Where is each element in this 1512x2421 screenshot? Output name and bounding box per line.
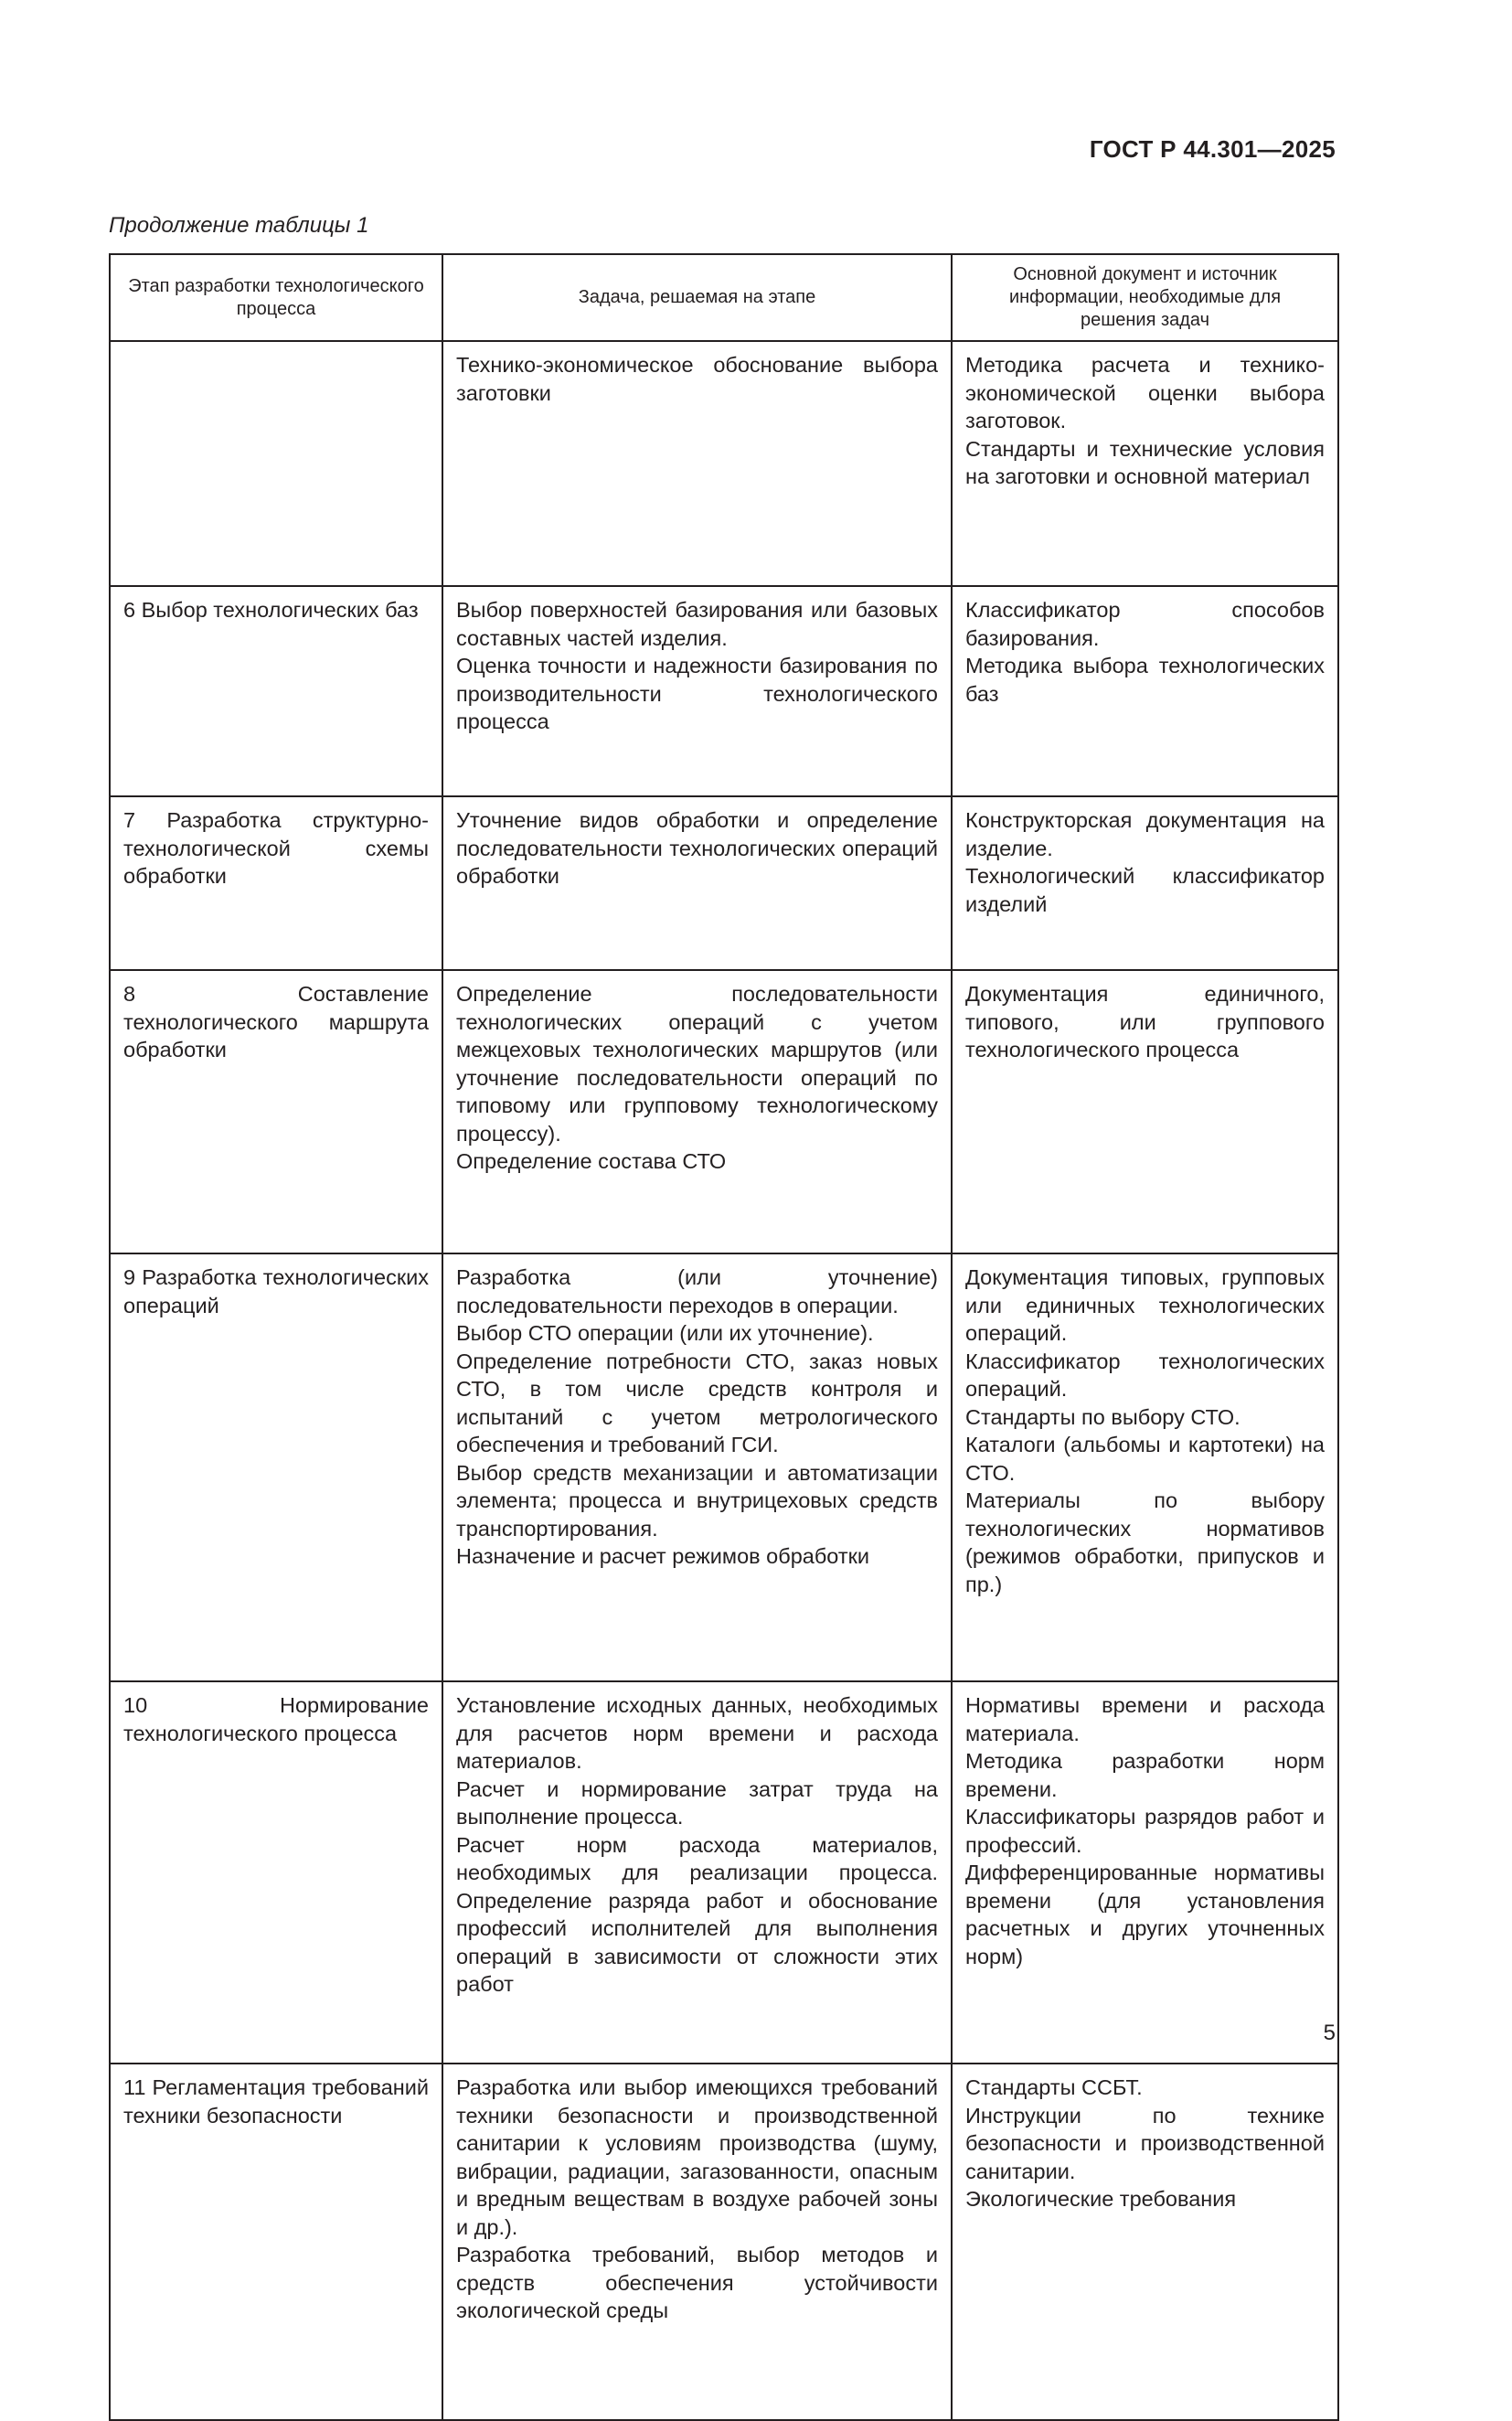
doc-paragraph: Стандарты и технические условия на заготовки и основной материал	[965, 436, 1325, 488]
cell-docs	[952, 2064, 1338, 2420]
doc-paragraph: Дифференцированные нормативы времени (для установления расчетных и других уточненных норм)	[965, 1861, 1325, 1968]
task-paragraph: Установление исходных данных, необходимых для расчетов норм времени и расхода материалов.	[456, 1693, 938, 1773]
document-code: ГОСТ Р 44.301—2025	[1089, 135, 1336, 163]
cell-stage	[110, 341, 442, 586]
cell-docs	[952, 1681, 1338, 2064]
doc-paragraph: Конструкторская документация на изделие.	[965, 808, 1325, 860]
table-row	[110, 796, 1338, 970]
cell-task	[442, 1253, 952, 1681]
doc-paragraph: Инструкции по технике безопасности и производственной санитарии.	[965, 2103, 1325, 2183]
cell-docs	[952, 1253, 1338, 1681]
doc-paragraph: Нормативы времени и расхода материала.	[965, 1693, 1325, 1745]
stage-text: 9 Разработка технологических операций	[123, 1265, 429, 1317]
cell-docs	[952, 341, 1338, 586]
task-paragraph: Выбор средств механизации и автоматизации элемента; процесса и внутрицеховых средств транспортирования.	[456, 1460, 938, 1541]
task-paragraph: Уточнение видов обработки и определение последовательности технологических операций обработки	[456, 808, 938, 888]
cell-docs	[952, 796, 1338, 970]
page-number: 5	[1323, 2021, 1336, 2045]
task-paragraph: Разработка или выбор имеющихся требований техники безопасности и производственной санитарии к условиям производства (шуму, вибрации, радиации, загазованности, опасным и вредным веществам в воздухе рабочей зоны и др.).	[456, 2075, 938, 2239]
column-header-task: Задача, решаемая на этапе	[442, 254, 952, 341]
cell-task	[442, 2064, 952, 2420]
task-paragraph: Выбор поверхностей базирования или базовых составных частей изделия.	[456, 598, 938, 650]
doc-paragraph: Классификатор способов базирования.	[965, 598, 1325, 650]
task-paragraph: Расчет и нормирование затрат труда на выполнение процесса.	[456, 1776, 938, 1829]
cell-task	[442, 341, 952, 586]
column-header-stage: Этап разработки технологического процесса	[110, 254, 442, 341]
cell-stage	[110, 1681, 442, 2064]
stage-text: 10 Нормирование технологического процесса	[123, 1693, 429, 1745]
task-paragraph: Определение потребности СТО, заказ новых СТО, в том числе средств контроля и испытаний с учетом метрологического обеспечения и требований ГСИ.	[456, 1349, 938, 1456]
stage-text: 6 Выбор технологических баз	[123, 598, 419, 622]
task-paragraph: Разработка (или уточнение) последовательности переходов в операции.	[456, 1265, 938, 1317]
task-paragraph: Оценка точности и надежности базирования по производительности технологического процесса	[456, 654, 938, 733]
doc-paragraph: Классификатор технологических операций.	[965, 1349, 1325, 1401]
doc-paragraph: Документация типовых, групповых или единичных технологических операций.	[965, 1265, 1325, 1345]
cell-task	[442, 970, 952, 1253]
doc-paragraph: Документация единичного, типового, или группового технологического процесса	[965, 982, 1325, 1061]
doc-paragraph: Методика расчета и технико-экономической оценки выбора заготовок.	[965, 353, 1325, 432]
doc-paragraph: Стандарты по выбору СТО.	[965, 1404, 1240, 1429]
doc-paragraph: Методика разработки норм времени.	[965, 1749, 1325, 1801]
task-paragraph: Расчет норм расхода материалов, необходимых для реализации процесса. Определение разряда работ и обоснование профессий исполнителей для выполнения операций в зависимости от сложности этих работ	[456, 1832, 938, 1996]
table-row	[110, 341, 1338, 586]
doc-paragraph: Экологические требования	[965, 2187, 1237, 2211]
cell-stage	[110, 586, 442, 796]
task-paragraph: Определение последовательности технологических операций с учетом межцеховых технологических маршрутов (или уточнение последовательности операций по типовому или групповому технологическому процессу).	[456, 982, 938, 1146]
table-row	[110, 1253, 1338, 1681]
table-row	[110, 1681, 1338, 2064]
cell-task	[442, 586, 952, 796]
doc-paragraph: Материалы по выбору технологических нормативов (режимов обработки, припусков и пр.)	[965, 1488, 1325, 1596]
stage-text: 8 Составление технологического маршрута обработки	[123, 982, 429, 1061]
task-paragraph: Разработка требований, выбор методов и средств обеспечения устойчивости экологической среды	[456, 2243, 938, 2322]
doc-paragraph: Стандарты ССБТ.	[965, 2075, 1143, 2099]
column-header-docs: Основной документ и источник информации, необходимые для решения задач	[952, 254, 1338, 341]
task-paragraph: Выбор СТО операции (или их уточнение).	[456, 1321, 874, 1345]
table-continuation-label: Продолжение таблицы 1	[109, 213, 369, 238]
cell-task	[442, 796, 952, 970]
table-header-row	[110, 254, 1338, 341]
cell-docs	[952, 586, 1338, 796]
doc-paragraph: Классификаторы разрядов работ и профессий.	[965, 1805, 1325, 1857]
table-body	[110, 341, 1338, 2420]
table-row	[110, 586, 1338, 796]
doc-paragraph: Методика выбора технологических баз	[965, 654, 1325, 706]
table-row	[110, 970, 1338, 1253]
stage-text: 7 Разработка структурно-технологической схемы обработки	[123, 808, 429, 888]
cell-stage	[110, 796, 442, 970]
table-row	[110, 2064, 1338, 2420]
task-paragraph: Технико-экономическое обоснование выбора заготовки	[456, 353, 938, 405]
stage-text: 11 Регламентация требований техники безопасности	[123, 2075, 429, 2128]
cell-stage	[110, 970, 442, 1253]
cell-stage	[110, 1253, 442, 1681]
stages-table	[109, 253, 1339, 2421]
cell-task	[442, 1681, 952, 2064]
cell-docs	[952, 970, 1338, 1253]
doc-paragraph: Технологический классификатор изделий	[965, 864, 1325, 916]
task-paragraph: Определение состава СТО	[456, 1149, 727, 1173]
cell-stage	[110, 2064, 442, 2420]
task-paragraph: Назначение и расчет режимов обработки	[456, 1544, 870, 1568]
doc-paragraph: Каталоги (альбомы и картотеки) на СТО.	[965, 1433, 1325, 1485]
